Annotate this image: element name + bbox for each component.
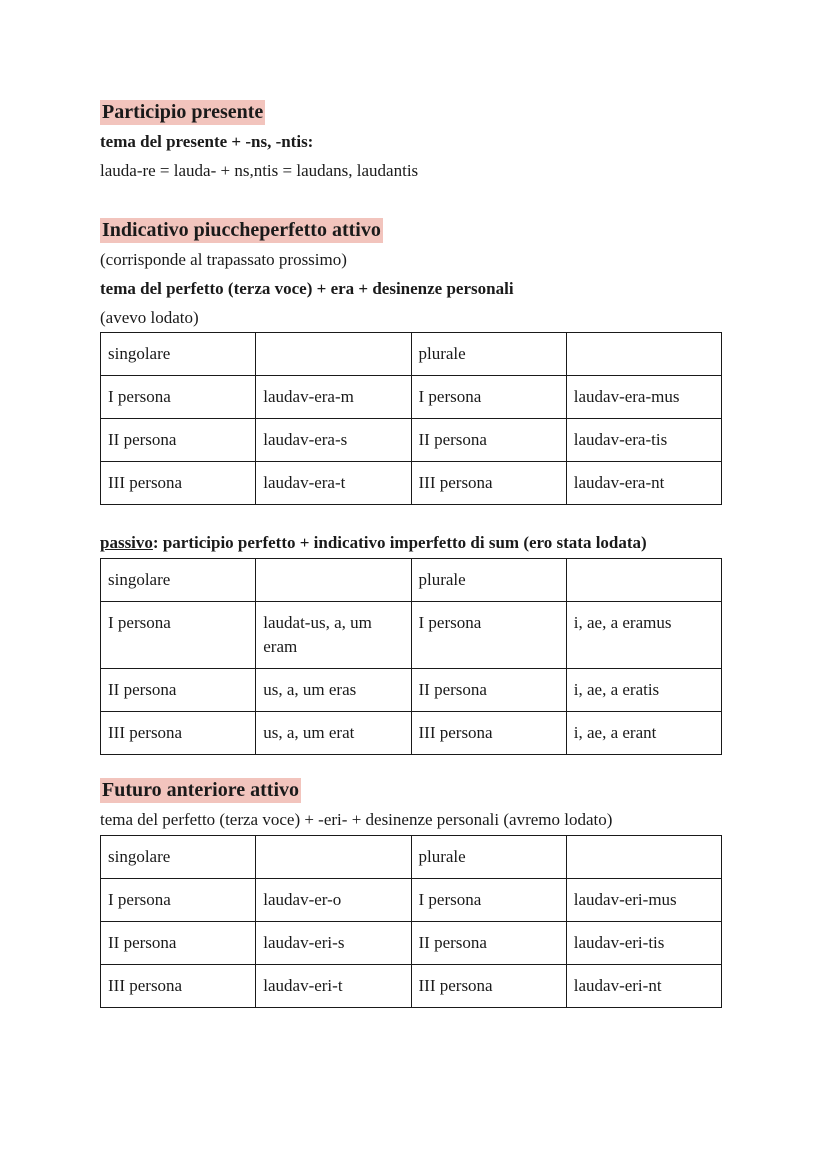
table-cell [256,333,411,376]
heading-participio-presente: Participio presente [102,101,264,123]
table-cell: III persona [411,965,566,1008]
table-cell: us, a, um erat [256,712,411,755]
table-cell: III persona [101,462,256,505]
table-cell: I persona [101,602,256,669]
table-cell: III persona [101,965,256,1008]
table-cell: laudav-eri-mus [566,879,721,922]
table-row [101,669,722,712]
table-cell: laudat-us, a, um eram [256,602,411,669]
table-cell [566,559,721,602]
heading-piuccheperfetto: Indicativo piuccheperfetto attivo [102,219,381,241]
heading-futuro-anteriore: Futuro anteriore attivo [102,779,300,801]
passivo-rule: : participio perfetto + indicativo imperfetto di sum (ero stata lodata) [152,533,647,552]
table-cell: singolare [101,836,256,879]
piuccheperfetto-rule: tema del perfetto (terza voce) + era + desinenze personali [100,279,514,298]
table-cell: laudav-eri-nt [566,965,721,1008]
section-futuro [100,778,722,1008]
table-cell: laudav-eri-s [256,922,411,965]
table-cell: III persona [101,712,256,755]
table-cell: I persona [411,602,566,669]
table-row [101,602,722,669]
table-cell: I persona [411,376,566,419]
table-cell: I persona [411,879,566,922]
table-cell: II persona [411,922,566,965]
table-cell [256,559,411,602]
table-cell: plurale [411,836,566,879]
table-cell [566,836,721,879]
table-row [101,965,722,1008]
table-row [101,462,722,505]
piuccheperfetto-note: (corrisponde al trapassato prossimo) [100,250,347,269]
table-cell: us, a, um eras [256,669,411,712]
section-passivo [100,528,722,755]
table-cell: laudav-era-t [256,462,411,505]
table-cell: singolare [101,559,256,602]
table-cell: laudav-era-s [256,419,411,462]
table-cell: laudav-era-mus [566,376,721,419]
section-participio [100,100,722,185]
table-cell: I persona [101,879,256,922]
passivo-rule-line [100,528,722,557]
table-cell: i, ae, a eramus [566,602,721,669]
piuccheperfetto-example: (avevo lodato) [100,308,199,327]
table-header-row [101,333,722,376]
participio-rule: tema del presente + -ns, -ntis: [100,132,314,151]
table-cell: laudav-eri-tis [566,922,721,965]
table-cell: i, ae, a eratis [566,669,721,712]
table-cell [256,836,411,879]
table-cell: II persona [411,419,566,462]
futuro-rule: tema del perfetto (terza voce) + -eri- + desinenze personali (avremo lodato) [100,810,613,829]
table-row [101,419,722,462]
table-row [101,879,722,922]
table-cell: laudav-era-nt [566,462,721,505]
table-cell: III persona [411,462,566,505]
table-header-row [101,559,722,602]
table-cell: II persona [101,669,256,712]
table-cell: laudav-era-m [256,376,411,419]
table-row [101,712,722,755]
futuro-table [100,835,722,1008]
table-cell: plurale [411,333,566,376]
table-row [101,376,722,419]
table-cell: I persona [101,376,256,419]
table-cell [566,333,721,376]
piuccheperfetto-table [100,332,722,505]
table-cell: i, ae, a erant [566,712,721,755]
section-piuccheperfetto [100,218,722,505]
table-cell: singolare [101,333,256,376]
participio-example: lauda-re = lauda- + ns,ntis = laudans, laudantis [100,161,419,180]
table-header-row [101,836,722,879]
table-cell: II persona [101,419,256,462]
table-cell: laudav-era-tis [566,419,721,462]
passivo-label: passivo [100,533,153,552]
table-row [101,922,722,965]
table-cell: laudav-eri-t [256,965,411,1008]
table-cell: laudav-er-o [256,879,411,922]
table-cell: II persona [411,669,566,712]
table-cell: plurale [411,559,566,602]
table-cell: II persona [101,922,256,965]
passivo-table [100,558,722,755]
table-cell: III persona [411,712,566,755]
